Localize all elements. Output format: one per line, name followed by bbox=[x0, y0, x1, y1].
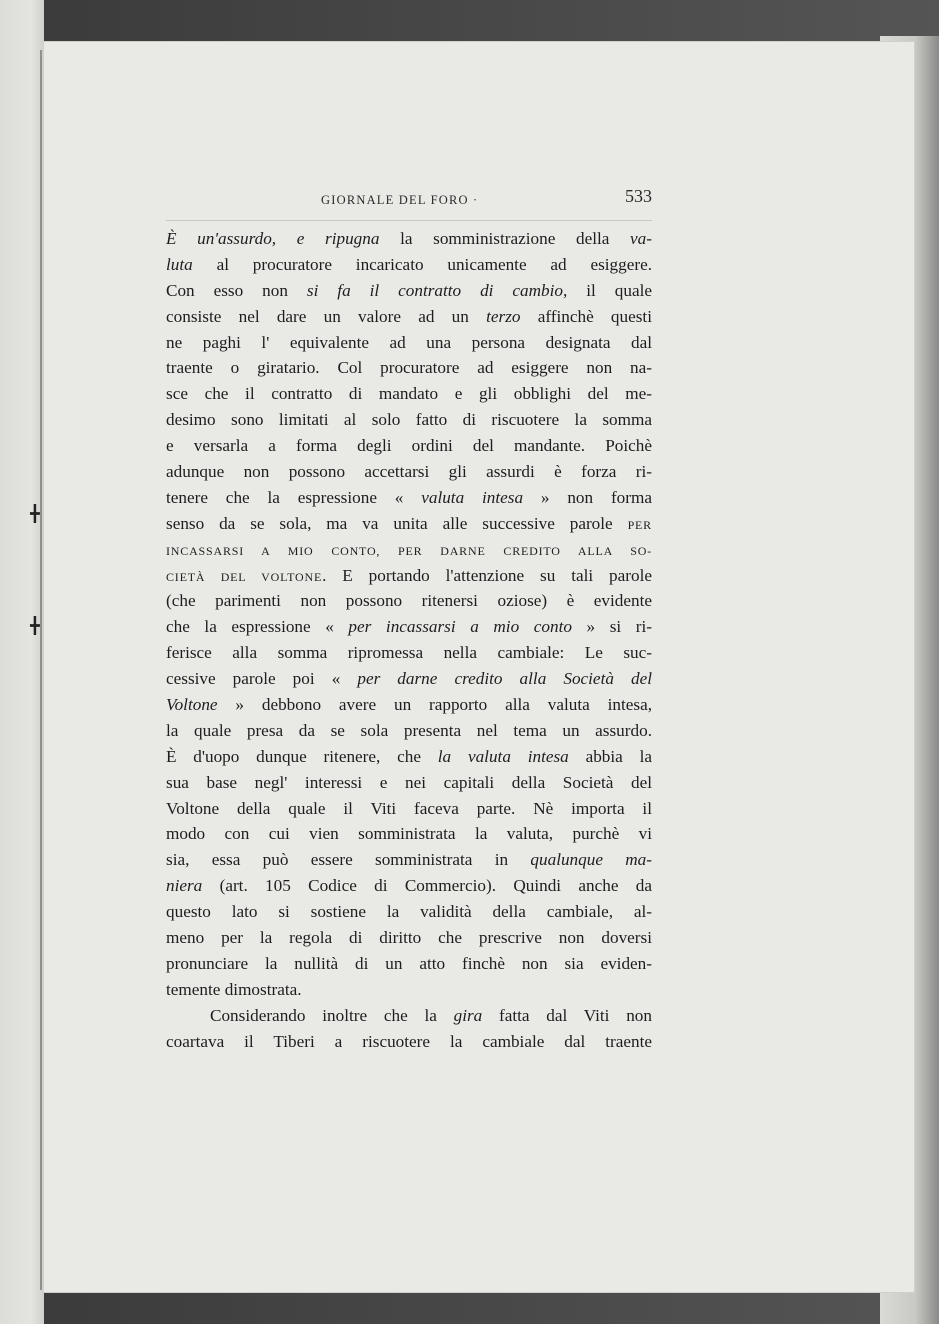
binding-thread-mark: ╋ bbox=[30, 618, 40, 635]
text-line bbox=[166, 847, 652, 873]
body-text bbox=[166, 226, 652, 1055]
text-segment: CIETÀ DEL VOLTONE bbox=[166, 569, 323, 584]
text-segment: ferisce alla somma ripromessa nella cambiale: Le suc- bbox=[166, 643, 652, 663]
text-segment: sua base negl' interessi e nei capitali della Società del bbox=[166, 772, 652, 792]
text-line bbox=[166, 718, 652, 744]
text-segment: questo lato si sostiene la validità della cambiale, al- bbox=[166, 902, 652, 922]
text-line bbox=[166, 226, 652, 252]
text-line bbox=[166, 381, 652, 407]
text-segment: Considerando inoltre che la bbox=[210, 1005, 454, 1025]
page-binding-edge bbox=[40, 50, 42, 1290]
text-segment: affinchè questi bbox=[520, 306, 652, 326]
text-segment: al procuratore incaricato unicamente ad esiggere. bbox=[192, 254, 652, 274]
text-line bbox=[166, 355, 652, 381]
text-segment: senso da se sola, ma va unita alle successive parole bbox=[166, 513, 628, 533]
text-segment: per incassarsi a mio conto bbox=[348, 617, 572, 637]
text-segment: modo con cui vien somministrata la valuta, purchè vi bbox=[166, 824, 652, 844]
running-head: GIORNALE DEL FORO · bbox=[321, 193, 479, 207]
text-segment: la valuta intesa bbox=[437, 746, 569, 766]
text-line bbox=[166, 278, 652, 304]
text-line bbox=[166, 304, 652, 330]
text-segment: ne paghi l' equivalente ad una persona designata dal bbox=[166, 332, 652, 352]
text-segment: consiste nel dare un valore ad un bbox=[166, 306, 487, 326]
text-segment: È un'assurdo, e ripugna bbox=[166, 229, 380, 248]
text-line bbox=[166, 537, 652, 563]
text-segment: desimo sono limitati al solo fatto di riscuotere la somma bbox=[166, 410, 652, 430]
header-rule bbox=[166, 220, 652, 221]
text-line bbox=[166, 511, 652, 537]
text-segment: traente o giratario. Col procuratore ad esiggere non na- bbox=[166, 358, 652, 378]
text-segment: INCASSARSI A MIO CONTO, PER DARNE CREDITO ALLA SO- bbox=[166, 543, 652, 558]
page-number: 533 bbox=[625, 186, 652, 206]
text-segment: valuta intesa bbox=[421, 487, 524, 507]
text-segment: sce che il contratto di mandato e gli obblighi del me- bbox=[166, 384, 652, 404]
text-segment: per darne credito alla Società del bbox=[357, 669, 652, 689]
text-segment: la somministrazione della bbox=[379, 229, 631, 248]
text-line bbox=[166, 770, 652, 796]
text-segment: qualunque ma- bbox=[530, 850, 653, 870]
page-header bbox=[166, 186, 652, 212]
text-line bbox=[166, 821, 652, 847]
text-line bbox=[166, 873, 652, 899]
text-line bbox=[166, 951, 652, 977]
text-segment: Voltone della quale il Viti faceva parte. Nè importa il bbox=[166, 798, 652, 818]
text-line bbox=[166, 1003, 652, 1029]
text-line bbox=[166, 640, 652, 666]
text-segment: luta bbox=[166, 254, 193, 274]
text-line bbox=[166, 744, 652, 770]
text-segment: PER bbox=[627, 517, 652, 532]
text-line bbox=[166, 485, 652, 511]
text-segment: sia, essa può essere somministrata in bbox=[166, 850, 531, 870]
text-segment: tenere che la espressione « bbox=[166, 487, 422, 507]
text-segment: » si ri- bbox=[571, 617, 652, 637]
text-segment: la quale presa da se sola presenta nel tema un assurdo. bbox=[166, 720, 652, 740]
text-line bbox=[166, 614, 652, 640]
text-line bbox=[166, 977, 652, 1003]
text-line bbox=[166, 666, 652, 692]
text-segment: terzo bbox=[486, 306, 521, 326]
text-line bbox=[166, 925, 652, 951]
text-segment: e versarla a forma degli ordini del mandante. Poichè bbox=[166, 436, 652, 456]
text-line bbox=[166, 796, 652, 822]
text-segment: cessive parole poi « bbox=[166, 669, 358, 689]
text-segment: Voltone bbox=[166, 695, 218, 715]
text-segment: meno per la regola di diritto che prescrive non doversi bbox=[166, 928, 652, 948]
text-segment: coartava il Tiberi a riscuotere la cambiale dal traente bbox=[166, 1031, 652, 1051]
text-segment: fatta dal Viti non bbox=[482, 1005, 652, 1025]
text-line bbox=[166, 330, 652, 356]
text-segment: abbia la bbox=[568, 746, 652, 766]
text-line bbox=[166, 563, 652, 589]
facing-page-edge bbox=[0, 0, 44, 1324]
text-segment: niera bbox=[166, 876, 203, 896]
text-segment: (art. 105 Codice di Commercio). Quindi anche da bbox=[202, 876, 652, 896]
text-line bbox=[166, 692, 652, 718]
text-segment: temente dimostrata. bbox=[166, 979, 302, 999]
text-segment: , il quale bbox=[563, 280, 652, 300]
text-line bbox=[166, 433, 652, 459]
text-segment: gira bbox=[453, 1005, 483, 1025]
text-line bbox=[166, 588, 652, 614]
text-segment: È d'uopo dunque ritenere, che bbox=[166, 746, 438, 766]
text-segment: va- bbox=[630, 229, 652, 248]
text-line bbox=[166, 407, 652, 433]
text-segment: adunque non possono accettarsi gli assurdi è forza ri- bbox=[166, 462, 652, 482]
text-segment: . E portando l'attenzione su tali parole bbox=[322, 565, 652, 585]
text-segment: (che parimenti non possono ritenersi oziose) è evidente bbox=[166, 591, 652, 611]
text-line bbox=[166, 899, 652, 925]
text-segment: » debbono avere un rapporto alla valuta intesa, bbox=[217, 695, 652, 715]
text-segment: pronunciare la nullità di un atto finchè non sia eviden- bbox=[166, 953, 652, 973]
text-segment: che la espressione « bbox=[166, 617, 349, 637]
text-segment: si fa il contratto di cambio bbox=[306, 280, 564, 300]
text-line bbox=[166, 459, 652, 485]
text-line bbox=[166, 1029, 652, 1055]
text-line bbox=[166, 252, 652, 278]
binding-thread-mark: ╋ bbox=[30, 506, 40, 523]
text-segment: » non forma bbox=[523, 487, 652, 507]
text-segment: Con esso non bbox=[166, 280, 307, 300]
